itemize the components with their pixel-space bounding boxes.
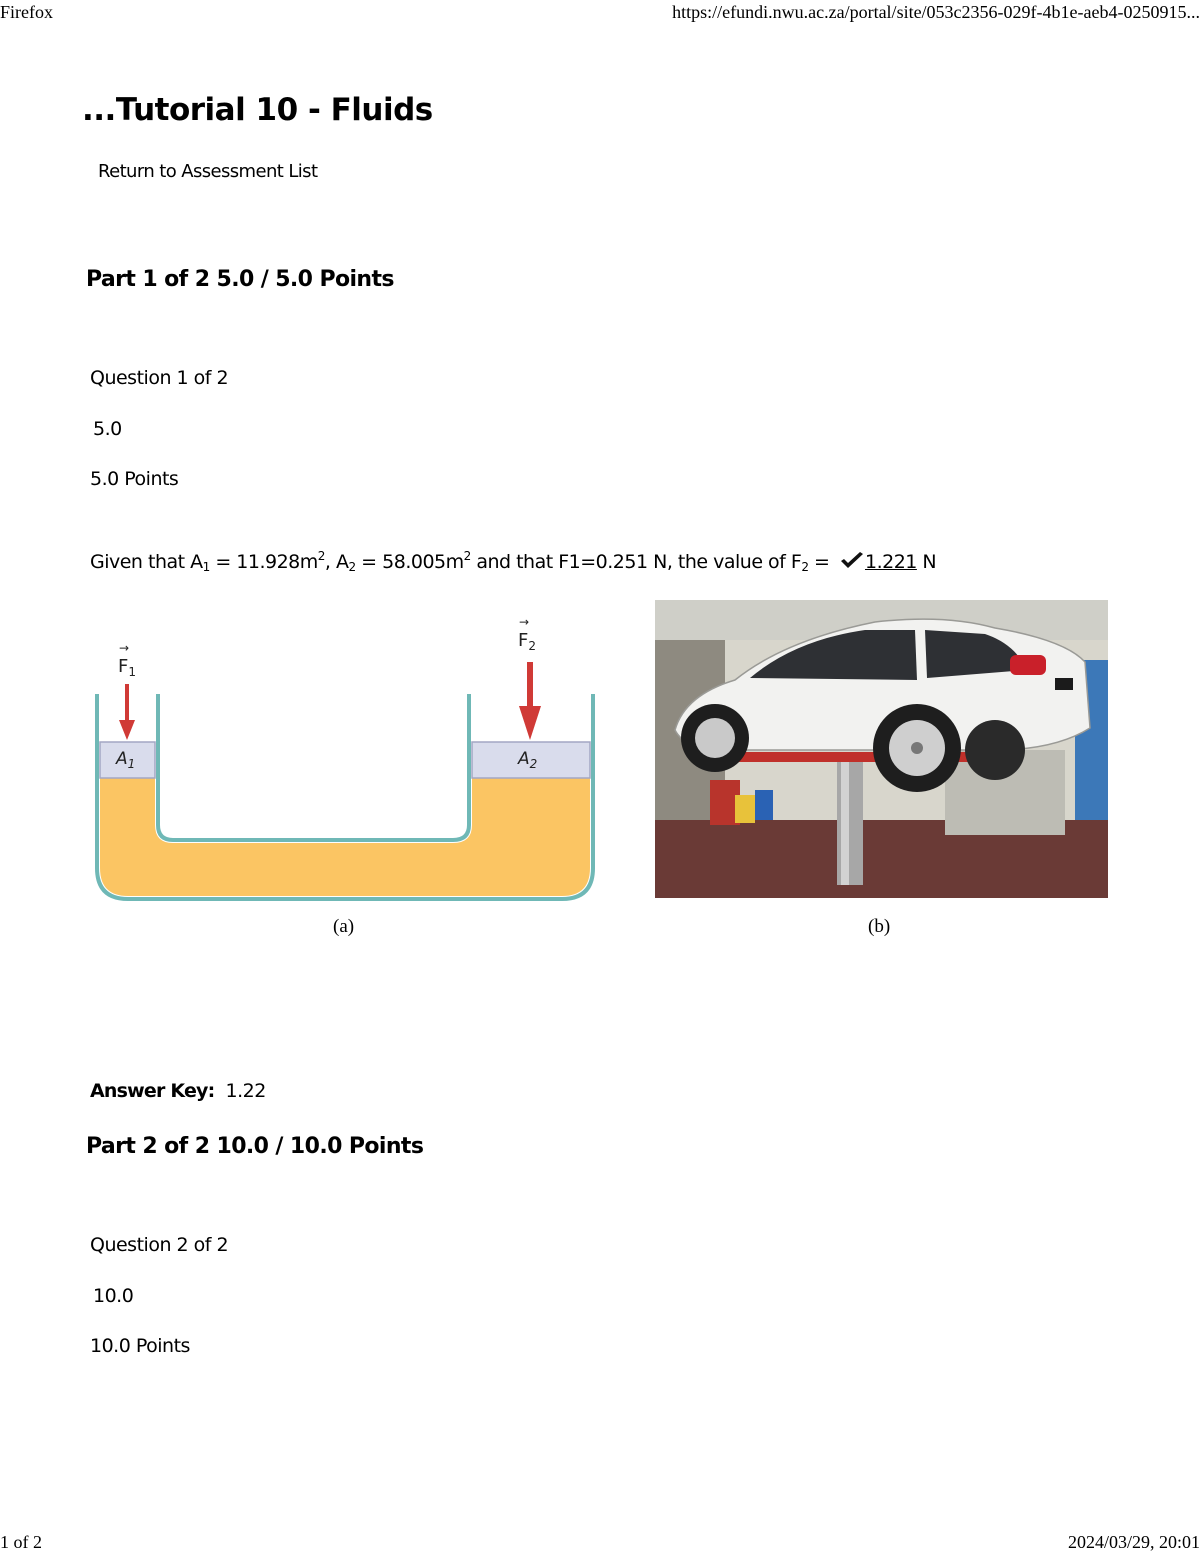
browser-name: Firefox xyxy=(0,2,53,22)
fluid xyxy=(100,778,590,896)
a1-label: $A_1$ xyxy=(116,749,136,771)
answer-value[interactable]: 1.221 xyxy=(864,551,917,573)
figure-b-caption: (b) xyxy=(868,916,891,937)
page-counter: 1 of 2 xyxy=(0,1532,42,1552)
container-inner xyxy=(158,694,469,840)
question1-score: 5.0 xyxy=(93,418,122,440)
answer-key xyxy=(90,1080,266,1102)
question1-points: 5.0 Points xyxy=(90,468,179,490)
answer-key-label: Answer Key: xyxy=(90,1080,215,1102)
page-url: https://efundi.nwu.ac.za/portal/site/053c2356-029f-4b1e-aeb4-0250915... xyxy=(672,2,1200,22)
figure-a-caption: (a) xyxy=(333,916,355,937)
hydraulic-diagram xyxy=(90,600,600,910)
question2-number: Question 2 of 2 xyxy=(90,1234,229,1256)
f1-arrow xyxy=(119,720,135,740)
part1-title: Part 1 of 2 5.0 / 5.0 Points xyxy=(86,267,394,292)
question1-text: Given that $A_1 = 11.928m^2$, $A_2 = 58.005m^2$ and that F1=0.251 N, the value of $F_2 = 1.221$ N xyxy=(90,549,937,574)
question1-number: Question 1 of 2 xyxy=(90,367,229,389)
print-datetime: 2024/03/29, 20:01 xyxy=(1067,1532,1200,1552)
answer-key-value: 1.22 xyxy=(225,1080,266,1102)
svg-text:→: → xyxy=(519,615,530,629)
return-to-assessment-list-link[interactable]: Return to Assessment List xyxy=(98,161,318,182)
check-icon xyxy=(839,551,865,571)
car-lift-photo xyxy=(655,600,1108,898)
page-title: ...Tutorial 10 - Fluids xyxy=(82,92,433,128)
a2-label: $A_2$ xyxy=(518,749,538,771)
question2-score: 10.0 xyxy=(93,1285,134,1307)
f2-arrow xyxy=(519,706,541,740)
part2-title: Part 2 of 2 10.0 / 10.0 Points xyxy=(86,1134,424,1159)
f1-label: $F_1$ xyxy=(118,656,136,679)
svg-text:→: → xyxy=(119,641,130,655)
question2-points: 10.0 Points xyxy=(90,1335,190,1357)
f2-label: $F_2$ xyxy=(518,630,536,653)
